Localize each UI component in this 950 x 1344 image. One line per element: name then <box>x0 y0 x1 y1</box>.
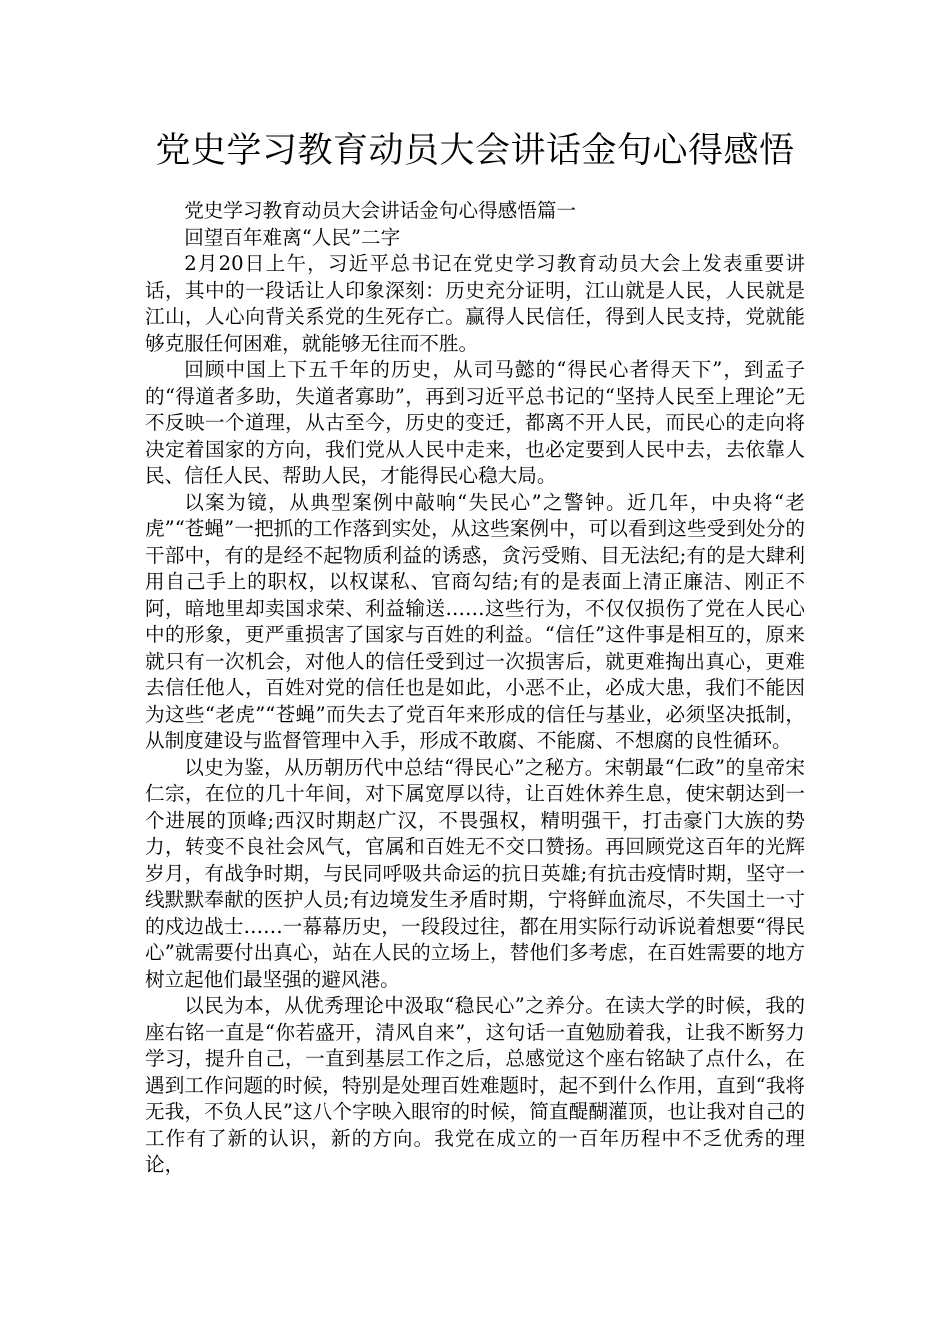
paragraph-3: 以案为镜，从典型案例中敲响“失民心”之警钟。近几年，中央将“老虎”“苍蝇”一把抓的工作落到实处，从这些案例中，可以看到这些受到处分的干部中，有的是经不起物质利益的诱惑，贪污受贿、目无法纪;有的是大肆利用自己手上的职权，以权谋私、官商勾结;有的是表面上清正廉洁、刚正不阿，暗地里却卖国求荣、利益输送……这些行为，不仅仅损伤了党在人民心中的形象，更严重损害了国家与百姓的利益。“信任”这件事是相互的，原来就只有一次机会，对他人的信任受到过一次损害后，就更难掏出真心，更难去信任他人，百姓对党的信任也是如此，小恶不止，必成大患，我们不能因为这些“老虎”“苍蝇”而失去了党百年来形成的信任与基业，必须坚决抵制，从制度建设与监督管理中入手，形成不敢腐、不能腐、不想腐的良性循环。 <box>145 490 805 752</box>
document-title: 党史学习教育动员大会讲话金句心得感悟 <box>155 131 795 171</box>
paragraph-2: 回顾中国上下五千年的历史，从司马懿的“得民心者得天下”，到孟子的“得道者多助，失道者寡助”，再到习近平总书记的“坚持人民至上理论”无不反映一个道理，从古至今，历史的变迁，都离不开人民，而民心的走向将决定着国家的方向，我们党从人民中走来，也必定要到人民中去，去依靠人民、信任人民、帮助人民，才能得民心稳大局。 <box>145 358 805 487</box>
paragraph-5: 以民为本，从优秀理论中汲取“稳民心”之养分。在读大学的时候，我的座右铭一直是“你若盛开，清风自来”，这句话一直勉励着我，让我不断努力学习，提升自己，一直到基层工作之后，总感觉这个座右铭缺了点什么，在遇到工作问题的时候，特别是处理百姓难题时，起不到什么作用，直到“我将无我，不负人民”这八个字映入眼帘的时候，简直醍醐灌顶，也让我对自己的工作有了新的认识，新的方向。我党在成立的一百年历程中不乏优秀的理论， <box>145 994 805 1176</box>
paragraph-4: 以史为鉴，从历朝历代中总结“得民心”之秘方。宋朝最“仁政”的皇帝宋仁宗，在位的几十年间，对下属宽厚以待，让百姓休养生息，使宋朝达到一个进展的顶峰;西汉时期赵广汉，不畏强权，精明强干，打击豪门大族的势力，转变不良社会风气，官属和百姓无不交口赞扬。再回顾党这百年的光辉岁月，有战争时期，与民同呼吸共命运的抗日英雄;有抗击疫情时期，坚守一线默默奉献的医护人员;有边境发生矛盾时期，宁将鲜血流尽，不失国土一寸的戍边战士……一幕幕历史，一段段过往，都在用实际行动诉说着想要“得民心”就需要付出真心，站在人民的立场上，替他们多考虑，在百姓需要的地方树立起他们最坚强的避风港。 <box>145 755 805 991</box>
section-heading: 党史学习教育动员大会讲话金句心得感悟篇一 <box>184 199 577 222</box>
section-subheading: 回望百年难离“人民”二字 <box>184 225 401 249</box>
paragraph-1: 2月20日上午，习近平总书记在党史学习教育动员大会上发表重要讲话，其中的一段话让人印象深刻：历史充分证明，江山就是人民，人民就是江山，人心向背关系党的生死存亡。赢得人民信任，得到人民支持，党就能够克服任何困难，就能够无往而不胜。 <box>145 252 805 355</box>
document-body <box>145 198 805 1179</box>
